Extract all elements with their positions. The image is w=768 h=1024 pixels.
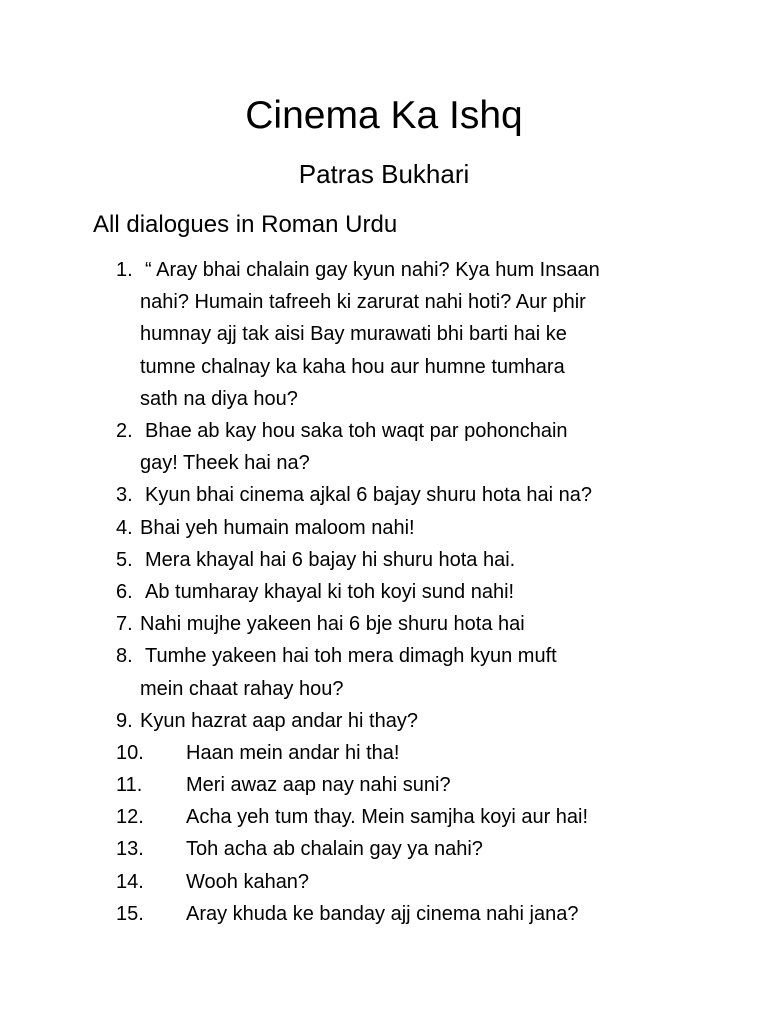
dialogue-item (0, 866, 768, 898)
dialogue-text-line: “ Aray bhai chalain gay kyun nahi? Kya hum Insaan (145, 259, 600, 281)
dialogue-item (0, 608, 768, 640)
dialogue-number: 12. (116, 806, 144, 829)
dialogue-item (0, 544, 768, 576)
dialogue-number: 7. (116, 613, 133, 636)
dialogue-item (0, 737, 768, 769)
dialogue-item (0, 576, 768, 608)
dialogue-number: 5. (116, 548, 133, 571)
dialogue-text-line: Haan mein andar hi tha! (186, 741, 400, 764)
dialogue-text-line: Kyun hazrat aap andar hi thay? (140, 709, 418, 732)
dialogue-number: 14. (116, 870, 144, 893)
dialogue-number: 10. (116, 741, 144, 764)
dialogue-list (0, 254, 768, 930)
page-title: Cinema Ka Ishq (245, 94, 523, 137)
dialogue-text-line: Wooh kahan? (186, 870, 310, 893)
dialogue-text-line: Nahi mujhe yakeen hai 6 bje shuru hota hai (140, 613, 525, 636)
dialogue-text-line: mein chaat rahay hou? (140, 677, 344, 700)
dialogue-text-line: humnay ajj tak aisi Bay murawati bhi barti hai ke (140, 323, 567, 346)
section-subtitle: All dialogues in Roman Urdu (93, 211, 398, 238)
dialogue-item (0, 512, 768, 544)
dialogue-text-line: nahi? Humain tafreeh ki zarurat nahi hoti? Aur phir (140, 291, 586, 314)
dialogue-number: 1. (116, 259, 133, 281)
dialogue-text-line: Aray khuda ke banday ajj cinema nahi jana? (186, 902, 579, 925)
dialogue-item (0, 254, 768, 415)
dialogue-number: 8. (116, 645, 133, 668)
dialogue-text-line: Meri awaz aap nay nahi suni? (186, 774, 451, 797)
dialogue-number: 2. (116, 420, 133, 442)
dialogue-text-line: gay! Theek hai na? (140, 452, 310, 475)
dialogue-text-line: Bhae ab kay hou saka toh waqt par pohonchain (145, 420, 568, 442)
dialogue-text-line: Ab tumharay khayal ki toh koyi sund nahi! (145, 580, 515, 603)
dialogue-item (0, 640, 768, 704)
dialogue-text-line: Kyun bhai cinema ajkal 6 bajay shuru hota hai na? (145, 484, 592, 507)
dialogue-text-line: Bhai yeh humain maloom nahi! (140, 516, 415, 539)
dialogue-number: 13. (116, 838, 144, 861)
dialogue-item (0, 769, 768, 801)
dialogue-text-line: Toh acha ab chalain gay ya nahi? (186, 838, 483, 861)
dialogue-item (0, 898, 768, 930)
dialogue-number: 3. (116, 484, 133, 507)
dialogue-text-line: Acha yeh tum thay. Mein samjha koyi aur hai! (186, 806, 589, 829)
dialogue-number: 11. (116, 774, 143, 797)
dialogue-item (0, 801, 768, 833)
dialogue-item (0, 705, 768, 737)
dialogue-number: 4. (116, 516, 133, 539)
dialogue-number: 9. (116, 709, 133, 732)
dialogue-number: 6. (116, 580, 133, 603)
dialogue-item (0, 415, 768, 479)
dialogue-number: 15. (116, 902, 144, 925)
dialogue-text-line: Mera khayal hai 6 bajay hi shuru hota hai. (145, 548, 516, 571)
dialogue-text-line: tumne chalnay ka kaha hou aur humne tumhara (140, 355, 565, 378)
dialogue-text-line: sath na diya hou? (140, 387, 298, 410)
dialogue-item (0, 833, 768, 865)
dialogue-text-line: Tumhe yakeen hai toh mera dimagh kyun muft (145, 645, 557, 668)
author-name: Patras Bukhari (298, 159, 470, 189)
dialogue-item (0, 479, 768, 511)
